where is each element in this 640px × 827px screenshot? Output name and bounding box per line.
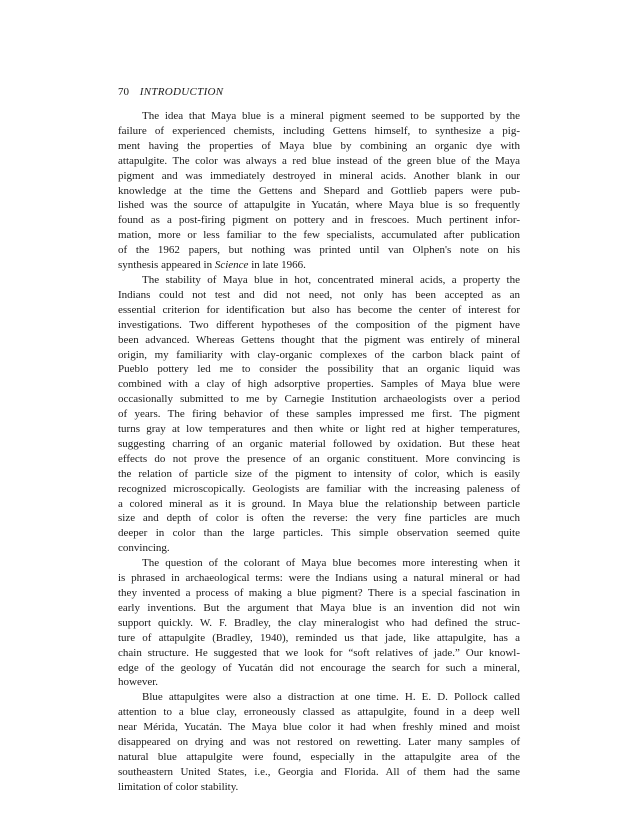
text-line: investigations. Two different hypotheses of the composition of the pigment have [118, 318, 520, 331]
text-line: been advanced. Whereas Gettens thought that the pigment was entirely of mineral [118, 333, 520, 346]
text-line: deeper in color than the large particles. This simple observation seemed quite [118, 527, 520, 540]
text-line: early inventions. But the argument that Maya blue is an invention did not win [118, 601, 520, 614]
section-title: INTRODUCTION [139, 86, 224, 98]
text-line: knowledge at the time the Gettens and Shepard and Gottlieb papers were pub- [118, 184, 520, 197]
text-line: they invented a process of making a blue pigment? There is a special fascination in [118, 587, 520, 599]
running-head [118, 86, 520, 99]
text-line: limitation of color stability. [118, 780, 239, 793]
text-line: mation, more or less familiar to the few specialists, accumulated after publication [118, 229, 520, 242]
text-line: essential criterion for identification but also has become the center of interest for [118, 303, 520, 316]
text-line: suggesting charring of an organic material followed by oxidation. But these heat [118, 437, 520, 450]
text-line: support quickly. W. F. Bradley, the clay mineralogist who had defined the struc- [118, 616, 520, 629]
text-line: pigment and was immediately destroyed in mineral acids. Another blank in our [118, 169, 520, 182]
text-line [118, 258, 520, 273]
page-number: 70 [118, 86, 129, 98]
text-line: occasionally submitted to me by Carnegie Institution archaeologists over a period [118, 393, 520, 406]
text-line: effects do not prove the presence of an organic constituent. More convincing is [118, 452, 520, 465]
text-line: combined with a clay of high adsorptive properties. Samples of Maya blue were [118, 378, 520, 391]
text-line: southeastern United States, i.e., Georgia and Florida. All of them had the same [118, 765, 520, 778]
text-line: Pueblo pottery led me to consider the possibility that an organic liquid was [118, 363, 520, 376]
text-line: convincing. [118, 542, 170, 555]
text-line: origin, my familiarity with clay-organic complexes of the carbon black paint of [118, 348, 520, 361]
text-line: The stability of Maya blue in hot, concentrated mineral acids, a property the [142, 273, 520, 286]
paragraph-3 [118, 556, 520, 690]
paragraph-1 [118, 109, 520, 273]
text-line: of years. The firing behavior of these samples impressed me first. The pigment [118, 408, 520, 421]
text-line: attapulgite. The color was always a red blue instead of the green blue of the Maya [118, 154, 520, 167]
text-line: is phrased in archaeological terms: were the Indians using a natural mineral or had [118, 572, 520, 585]
text-line: near Mérida, Yucatán. The Maya blue color it had when freshly mined and moist [118, 721, 520, 734]
text-line: size and depth of color is often the reverse: the very fine particles are much [118, 512, 520, 525]
text-line: The question of the colorant of Maya blue becomes more interesting when it [142, 557, 520, 570]
text-segment: in late 1966. [248, 259, 306, 272]
paragraph-4 [118, 690, 520, 794]
text-line: chain structure. He suggested that we look for “soft relatives of jade.” Our knowl- [118, 646, 520, 659]
text-line: Blue attapulgites were also a distraction at one time. H. E. D. Pollock called [142, 691, 520, 704]
text-line: a colored mineral as it is ground. In Maya blue the relationship between particle [118, 497, 520, 510]
text-line: found as a post-firing pigment on pottery and in frescoes. Much pertinent infor- [118, 214, 520, 227]
text-line: Indians could not test and did not need, not only has been accepted as an [118, 288, 520, 301]
text-line: recognized microscopically. Geologists are familiar with the increasing paleness of [118, 482, 520, 495]
text-line: disappeared on drying and was not restored on rewetting. Later many samples of [118, 736, 520, 749]
journal-title: Science [214, 259, 249, 272]
text-line: turns gray at low temperatures and then white or light red at higher temperatures, [118, 423, 520, 436]
text-line: The idea that Maya blue is a mineral pigment seemed to be supported by the [142, 110, 520, 122]
text-segment: synthesis appeared in [118, 259, 215, 272]
text-line: failure of experienced chemists, including Gettens himself, to synthesize a pig- [118, 124, 520, 137]
text-line: lished was the source of attapulgite in Yucatán, where Maya blue is so frequently [118, 199, 520, 212]
paragraph-2 [118, 273, 520, 556]
text-line: edge of the geology of Yucatán did not encourage the search for such a mineral, [118, 661, 520, 674]
text-line: the relation of particle size of the pigment to intensity of color, which is easily [118, 467, 520, 480]
book-page [118, 86, 520, 795]
text-line: of the 1962 papers, but nothing was printed until van Olphen's note on his [118, 244, 520, 257]
text-line: however. [118, 676, 159, 689]
text-line: ment having the properties of Maya blue by combining an organic dye with [118, 139, 520, 152]
text-line: ture of attapulgite (Bradley, 1940), reminded us that jade, like attapulgite, has a [118, 631, 520, 644]
text-line: natural blue attapulgite were found, especially in the attapulgite area of the [118, 750, 520, 763]
text-line: attention to a blue clay, erroneously classed as attapulgite, found in a deep well [118, 706, 520, 719]
